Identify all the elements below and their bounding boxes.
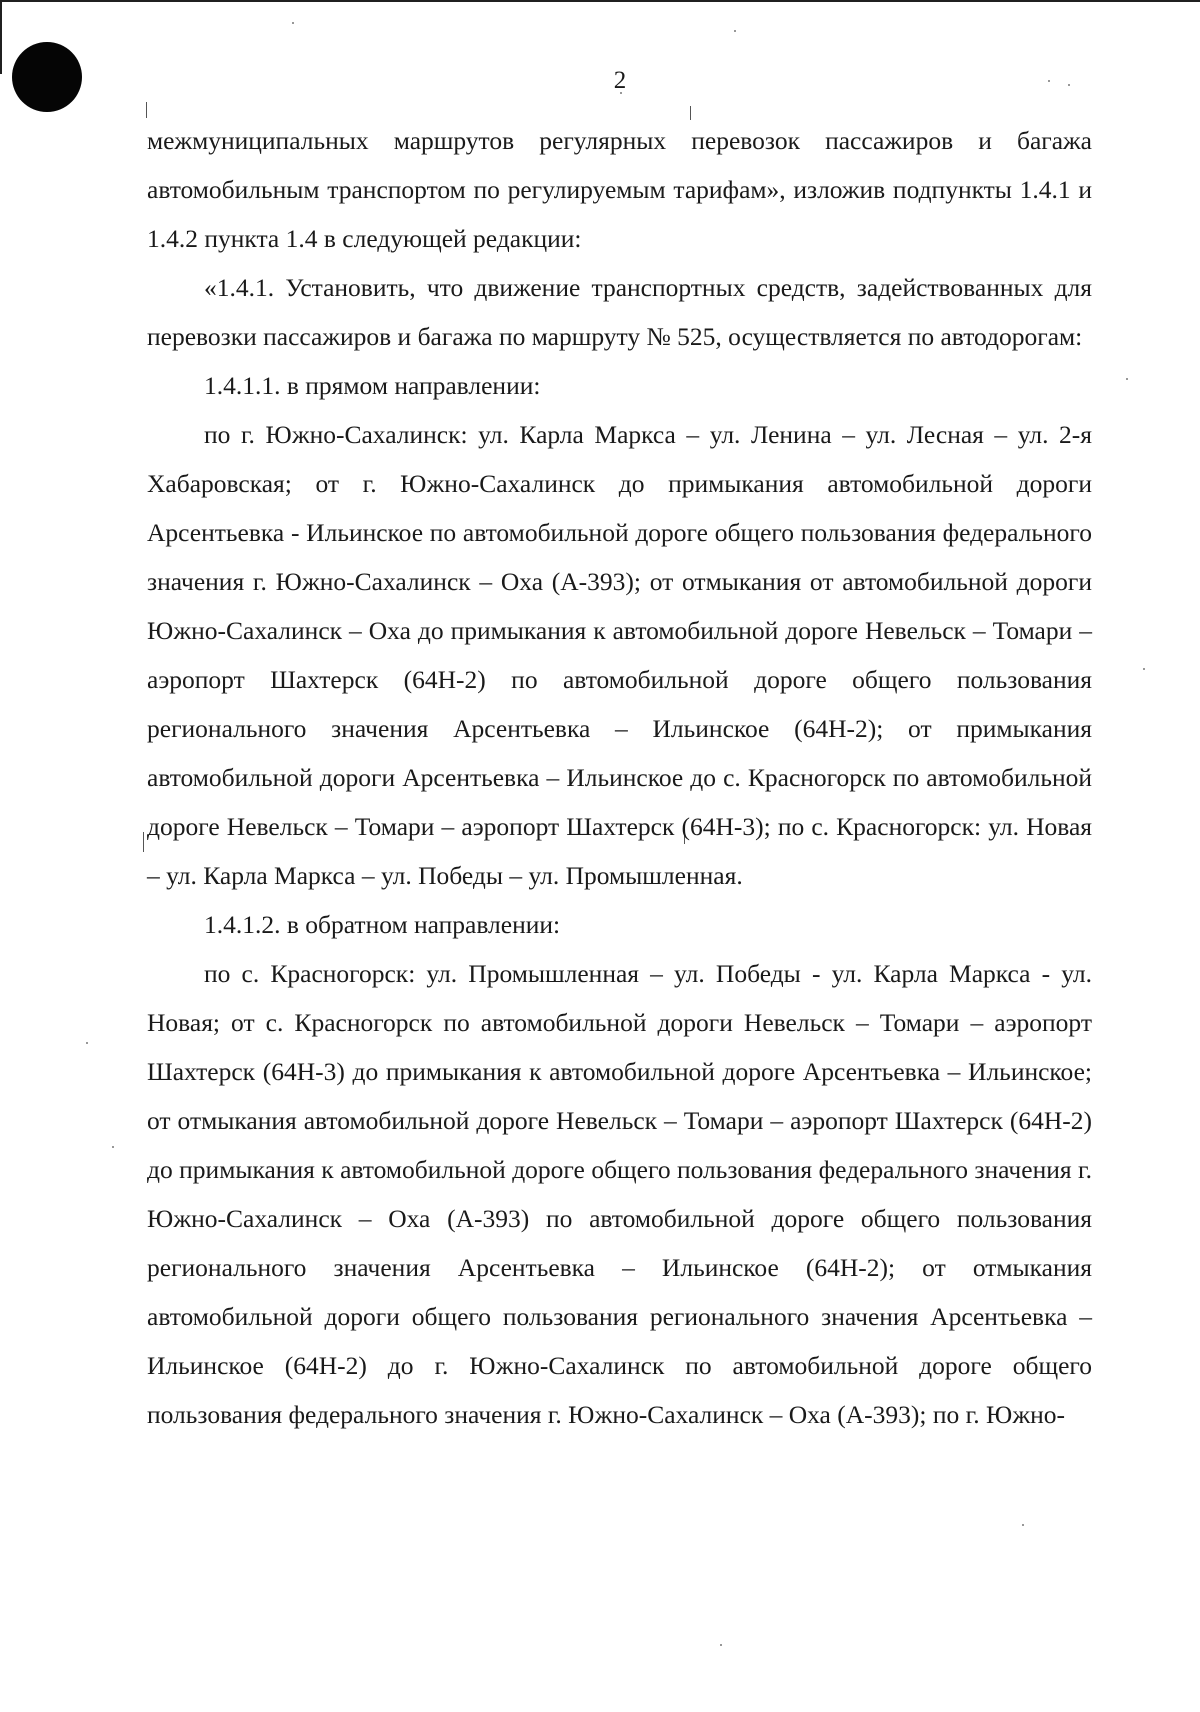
scan-speck — [1143, 668, 1145, 670]
scan-speck — [112, 1146, 114, 1148]
scan-edge-top — [0, 0, 1200, 2]
scan-mark — [143, 832, 144, 852]
paragraph-clause-1-4-1: «1.4.1. Установить, что движение транспортных средств, задействованных для перевозки пассажиров и багажа по маршруту № 525, осуществляется по автодорогам: — [147, 273, 1092, 351]
scan-edge-left — [0, 0, 2, 74]
paragraph-clause-1-4-1-1: 1.4.1.1. в прямом направлении: — [204, 371, 541, 400]
paragraph-intro-continuation: межмуниципальных маршрутов регулярных перевозок пассажиров и багажа автомобильным транспортом по регулируемым тарифам», изложив подпункты 1.4.1 и 1.4.2 пункта 1.4 в следующей редакции: — [147, 126, 1092, 253]
paragraph-route-forward: по г. Южно-Сахалинск: ул. Карла Маркса – ул. Ленина – ул. Лесная – ул. 2-я Хабаровская; от г. Южно-Сахалинск до примыкания автомобильной дороги Арсентьевка - Ильинское по автомобильной дороге общего пользования федерального значения г. Южно-Сахалинск – Оха (А-393); от отмыкания от автомобильной дороги Южно-Сахалинск – Оха до примыкания к автомобильной дороге Невельск – Томари – аэропорт Шахтерск (64Н-2) по автомобильной дороге общего пользования регионального значения Арсентьевка – Ильинское (64Н-2); от примыкания автомобильной дороги Арсентьевка – Ильинское до с. Красногорск по автомобильной дороге Невельск – Томари – аэропорт Шахтерск (64Н-3); по с. Красногорск: ул. Новая – ул. Карла Маркса – ул. Победы – ул. Промышленная. — [147, 420, 1092, 890]
scan-speck — [720, 1644, 722, 1646]
paragraph-clause-1-4-1-2: 1.4.1.2. в обратном направлении: — [204, 910, 561, 939]
scan-speck — [292, 22, 294, 24]
scan-speck — [86, 1042, 88, 1044]
page-number: 2 — [613, 67, 627, 94]
document-body — [147, 116, 1092, 1439]
scan-speck — [1126, 378, 1128, 380]
scan-speck — [734, 30, 736, 32]
scan-speck — [1022, 1524, 1024, 1526]
paragraph-route-return: по с. Красногорск: ул. Промышленная – ул. Победы - ул. Карла Маркса - ул. Новая; от с. Красногорск по автомобильной дороги Невельск – Томари – аэропорт Шахтерск (64Н-3) до примыкания к автомобильной дороге Арсентьевка – Ильинское; от отмыкания автомобильной дороге Невельск – Томари – аэропорт Шахтерск (64Н-2) до примыкания к автомобильной дороге общего пользования федерального значения г. Южно-Сахалинск – Оха (А-393) по автомобильной дороге общего пользования регионального значения Арсентьевка – Ильинское (64Н-2); от отмыкания автомобильной дороги общего пользования регионального значения Арсентьевка – Ильинское (64Н-2) до г. Южно-Сахалинск по автомобильной дороге общего пользования федерального значения г. Южно-Сахалинск – Оха (А-393); по г. Южно- — [147, 959, 1092, 1429]
